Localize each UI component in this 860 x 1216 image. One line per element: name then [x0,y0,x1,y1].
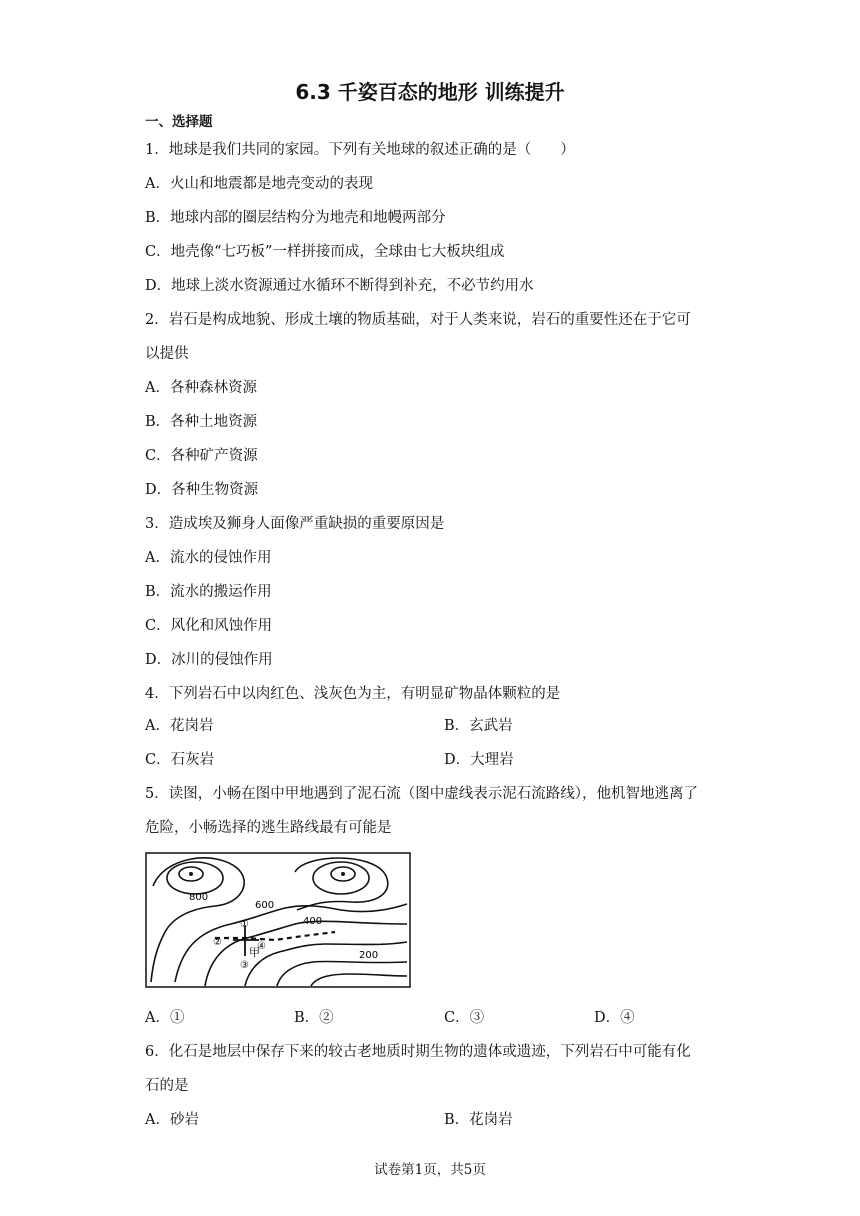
q1-option-c: C．地壳像“七巧板”一样拼接而成，全球由七大板块组成 [145,244,505,260]
q6-stem-cont: 石的是 [145,1078,189,1094]
location-jia: 甲 [249,946,260,959]
q2-option-d: D．各种生物资源 [145,482,259,498]
q5-option-c: C．③ [444,1010,485,1026]
route-marker-2: ② [213,937,222,948]
page-footer: 试卷第1页，共5页 [374,1162,486,1178]
q3-stem: 3．造成埃及狮身人面像严重缺损的重要原因是 [145,516,445,532]
q6-option-a: A．砂岩 [145,1112,199,1128]
section-heading: 一、选择题 [145,114,213,130]
q3-option-d: D．冰川的侵蚀作用 [145,652,273,668]
q1-stem: 1．地球是我们共同的家园。下列有关地球的叙述正确的是（ ） [145,142,575,158]
q2-option-a: A．各种森林资源 [145,380,257,396]
contour-label-600: 600 [255,900,275,911]
q2-option-c: C．各种矿产资源 [145,448,258,464]
contour-label-400: 400 [303,916,323,927]
q5-option-a: A．① [145,1010,185,1026]
contour-label-200: 200 [359,950,379,961]
q4-option-a: A．花岗岩 [145,718,214,734]
route-marker-3: ③ [240,960,249,971]
q1-option-a: A．火山和地震都是地壳变动的表现 [145,176,373,192]
page-title: 6.3 千姿百态的地形 训练提升 [295,80,565,104]
contour-map [145,852,411,988]
summit-marker [189,872,193,876]
q5-stem: 5．读图，小畅在图中甲地遇到了泥石流（图中虚线表示泥石流路线），他机智地逃离了 [145,786,698,802]
q3-option-b: B．流水的搬运作用 [145,584,272,600]
q6-option-b: B．花岗岩 [444,1112,513,1128]
route-marker-4: ④ [257,941,266,952]
q2-option-b: B．各种土地资源 [145,414,258,430]
route-marker-1: ① [240,919,249,930]
q1-option-b: B．地球内部的圈层结构分为地壳和地幔两部分 [145,210,446,226]
map-border [146,853,410,987]
q4-option-c: C．石灰岩 [145,752,215,768]
q5-option-d: D．④ [594,1010,635,1026]
q5-stem-cont: 危险，小畅选择的逃生路线最有可能是 [145,820,392,836]
q4-stem: 4．下列岩石中以肉红色、浅灰色为主，有明显矿物晶体颗粒的是 [145,686,561,702]
q3-option-c: C．风化和风蚀作用 [145,618,273,634]
q5-option-b: B．② [294,1010,334,1026]
contour-label-800: 800 [189,892,209,903]
q4-option-b: B．玄武岩 [444,718,513,734]
summit-marker [341,872,345,876]
q6-stem: 6．化石是地层中保存下来的较古老地质时期生物的遗体或遗迹，下列岩石中可能有化 [145,1044,691,1060]
q3-option-a: A．流水的侵蚀作用 [145,550,272,566]
q2-stem: 2．岩石是构成地貌、形成土壤的物质基础，对于人类来说，岩石的重要性还在于它可 [145,312,691,328]
q4-option-d: D．大理岩 [444,752,514,768]
q2-stem-cont: 以提供 [145,346,189,362]
q1-option-d: D．地球上淡水资源通过水循环不断得到补充，不必节约用水 [145,278,534,294]
